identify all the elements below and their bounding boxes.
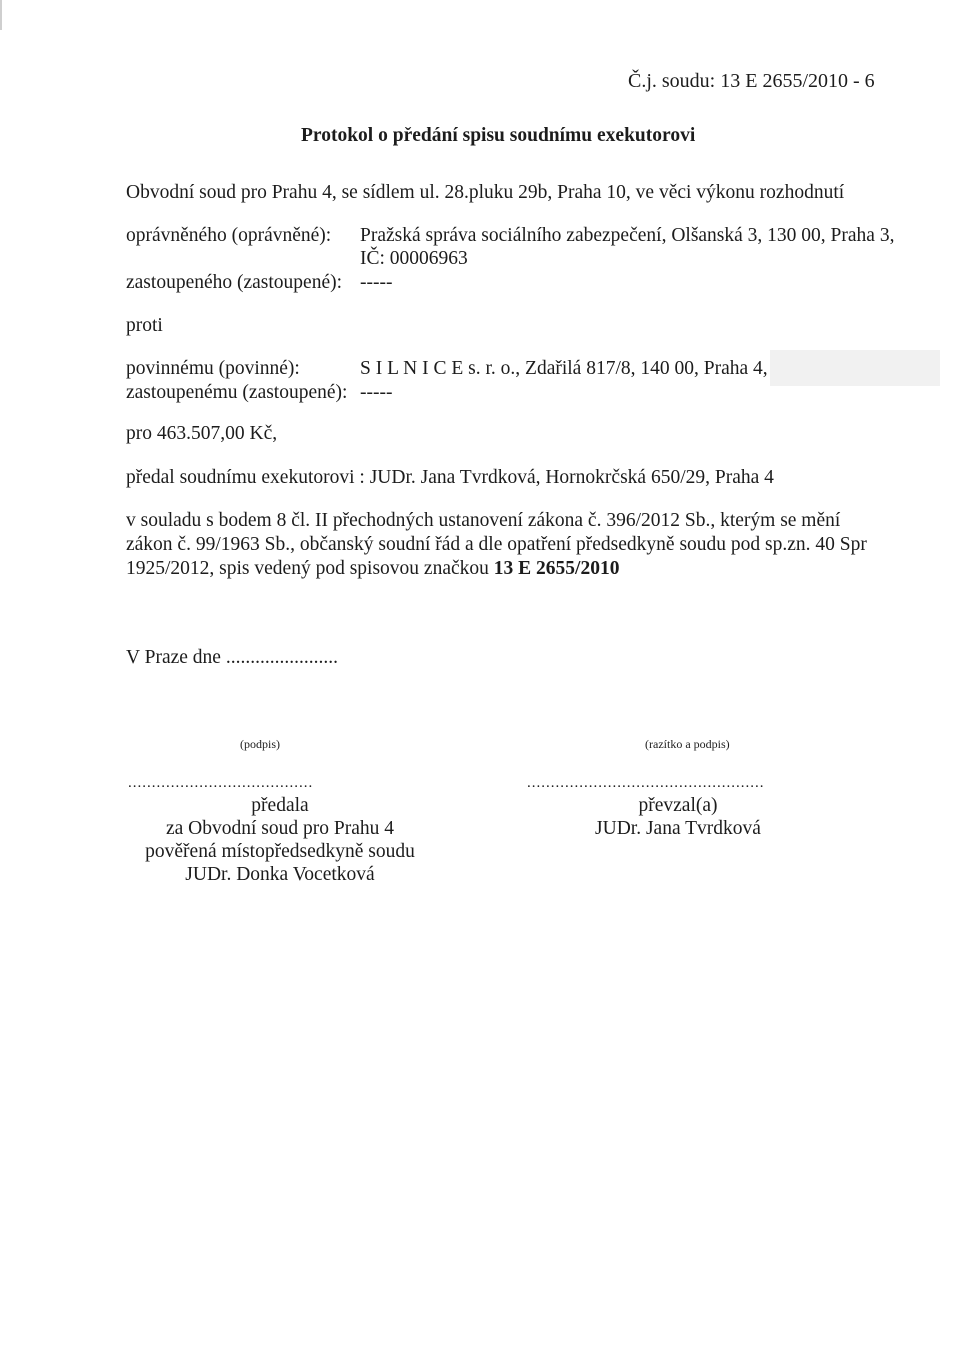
signatory-left-position: pověřená místopředsedkyně soudu [145,841,415,862]
signature-dots-right: .................................................. [527,775,765,791]
signatory-left-court: za Obvodní soud pro Prahu 4 [165,818,394,839]
creditor-label: oprávněného (oprávněné): [126,225,332,246]
signatory-right-role: převzal(a) [638,795,718,816]
document-title: Protokol o předání spisu soudnímu exekutorovi [301,125,696,146]
signature-caption-left: (podpis) [240,737,280,751]
stamp-caption-right: (razítko a podpis) [645,737,730,751]
handed-to-line: předal soudnímu exekutorovi : JUDr. Jana Tvrdková, Hornokrčská 650/29, Praha 4 [126,467,774,488]
case-reference: Č.j. soudu: 13 E 2655/2010 - 6 [628,70,875,92]
case-file-reference: 13 E 2655/2010 [493,558,620,579]
legal-text-line-1: v souladu s bodem 8 čl. II přechodných ustanovení zákona č. 396/2012 Sb., kterým se mění [126,510,841,531]
redaction-block [770,350,940,386]
scan-edge-mark [0,0,2,30]
creditor-rep-value: ----- [360,272,393,293]
debtor-value: S I L N I C E s. r. o., Zdařilá 817/8, 140 00, Praha 4, [360,358,768,379]
place-date: V Praze dne ....................... [126,647,338,668]
legal-text-prefix: 1925/2012, spis vedený pod spisovou značkou [126,558,494,579]
court-line: Obvodní soud pro Prahu 4, se sídlem ul. 28.pluku 29b, Praha 10, ve věci výkonu rozhodnutí [126,182,845,203]
legal-text-line-2: zákon č. 99/1963 Sb., občanský soudní řád a dle opatření předsedkyně soudu pod sp.zn. 40 Spr [126,534,867,555]
debtor-label: povinnému (povinné): [126,358,300,379]
signatory-left-name: JUDr. Donka Vocetková [185,864,375,885]
creditor-ic: IČ: 00006963 [360,248,468,269]
claim-amount: pro 463.507,00 Kč, [126,423,278,444]
signatory-left-role: předala [251,795,309,816]
debtor-rep-label: zastoupenému (zastoupené): [126,382,348,403]
signatory-right-name: JUDr. Jana Tvrdková [595,818,761,839]
creditor-name: Pražská správa sociálního zabezpečení, Olšanská 3, 130 00, Praha 3, [360,225,895,246]
proti-label: proti [126,315,163,336]
signature-dots-left: ....................................... [128,775,314,791]
creditor-rep-label: zastoupeného (zastoupené): [126,272,343,293]
debtor-rep-value: ----- [360,382,393,403]
legal-text-line-3 [126,558,619,580]
